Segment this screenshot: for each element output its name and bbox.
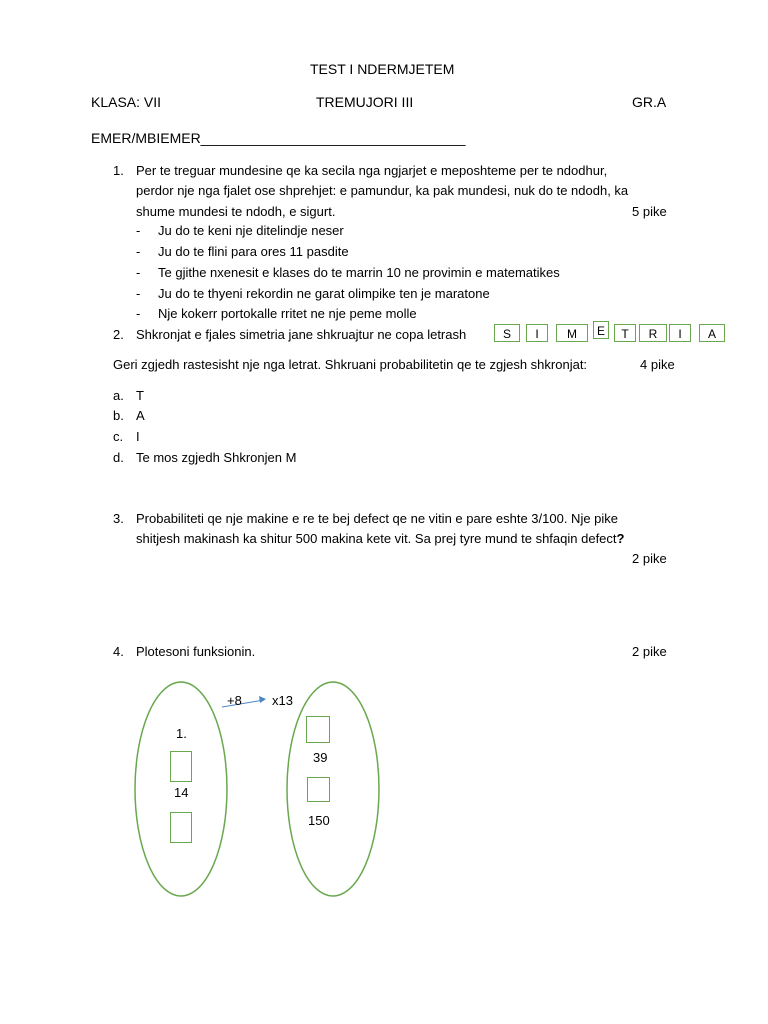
q2-option-text: Te mos zgjedh Shkronjen M bbox=[136, 450, 297, 465]
q2-option-text: A bbox=[136, 408, 145, 423]
q1-item: Ju do te thyeni rekordin ne garat olimpike ten je maratone bbox=[158, 286, 490, 301]
range-answer-box[interactable] bbox=[306, 716, 330, 743]
q3-question-mark: ? bbox=[616, 531, 625, 546]
domain-answer-box[interactable] bbox=[170, 751, 192, 782]
letter-card: I bbox=[526, 324, 548, 342]
q4-points: 2 pike bbox=[632, 644, 667, 659]
q2-option-label: b. bbox=[113, 408, 124, 423]
arrow-head-icon bbox=[259, 696, 266, 703]
q2-subtext: Geri zgjedh rastesisht nje nga letrat. Shkruani probabilitetin qe te zgjesh shkronjat: bbox=[113, 357, 588, 372]
letter-card: I bbox=[669, 324, 691, 342]
q2-option-text: T bbox=[136, 388, 144, 403]
q2-option-label: a. bbox=[113, 388, 124, 403]
q2-number: 2. bbox=[113, 327, 124, 342]
q1-item: Nje kokerr portokalle rritet ne nje peme molle bbox=[158, 306, 417, 321]
domain-value: 14 bbox=[174, 785, 189, 800]
q1-points: 5 pike bbox=[632, 204, 667, 219]
q2-text: Shkronjat e fjales simetria jane shkruajtur ne copa letrash bbox=[136, 327, 467, 342]
q1-number: 1. bbox=[113, 163, 124, 178]
letter-card: M bbox=[556, 324, 588, 342]
operation-multiply: x13 bbox=[272, 693, 293, 708]
q1-item-dash: - bbox=[136, 306, 141, 321]
q3-text-line2-body: shitjesh makinash ka shitur 500 makina kete vit. Sa prej tyre mund te shfaqin defect bbox=[136, 531, 617, 546]
q1-item: Ju do te flini para ores 11 pasdite bbox=[158, 244, 349, 259]
range-answer-box[interactable] bbox=[307, 777, 330, 802]
test-title: TEST I NDERMJETEM bbox=[310, 61, 455, 77]
q3-number: 3. bbox=[113, 511, 124, 526]
q1-item-dash: - bbox=[136, 223, 141, 238]
q1-item-dash: - bbox=[136, 286, 141, 301]
operation-add: +8 bbox=[227, 693, 242, 708]
letter-card: A bbox=[699, 324, 725, 342]
q1-item: Ju do te keni nje ditelindje neser bbox=[158, 223, 344, 238]
domain-answer-box[interactable] bbox=[170, 812, 192, 843]
q2-option-text: I bbox=[136, 429, 140, 444]
range-value: 150 bbox=[308, 813, 330, 828]
group-label: GR.A bbox=[632, 94, 667, 110]
q4-text: Plotesoni funksionin. bbox=[136, 644, 256, 659]
letter-card: R bbox=[639, 324, 667, 342]
q3-text-line1: Probabiliteti qe nje makine e re te bej defect qe ne vitin e pare eshte 3/100. Nje pike bbox=[136, 511, 619, 526]
domain-value: 1. bbox=[176, 726, 187, 741]
letter-card: T bbox=[614, 324, 636, 342]
term-label: TREMUJORI III bbox=[316, 94, 414, 110]
range-ellipse bbox=[287, 682, 379, 896]
q2-points: 4 pike bbox=[640, 357, 675, 372]
q2-option-label: c. bbox=[113, 429, 124, 444]
q1-item-dash: - bbox=[136, 265, 141, 280]
q3-points: 2 pike bbox=[632, 551, 667, 566]
class-label: KLASA: VII bbox=[91, 94, 162, 110]
q4-number: 4. bbox=[113, 644, 124, 659]
q1-item-dash: - bbox=[136, 244, 141, 259]
q2-option-label: d. bbox=[113, 450, 124, 465]
name-field-line: EMER/MBIEMER__________________________________ bbox=[91, 130, 466, 146]
q1-item: Te gjithe nxenesit e klases do te marrin 10 ne provimin e matematikes bbox=[158, 265, 560, 280]
letter-card: S bbox=[494, 324, 520, 342]
q1-text-line1: Per te treguar mundesine qe ka secila nga ngjarjet e meposhteme per te ndodhur, bbox=[136, 163, 608, 178]
range-value: 39 bbox=[313, 750, 328, 765]
letter-card: E bbox=[593, 321, 609, 339]
q1-text-line3: shume mundesi te ndodh, e sigurt. bbox=[136, 204, 336, 219]
q1-text-line2: perdor nje nga fjalet ose shprehjet: e pamundur, ka pak mundesi, nuk do te ndodh, ka bbox=[136, 183, 629, 198]
